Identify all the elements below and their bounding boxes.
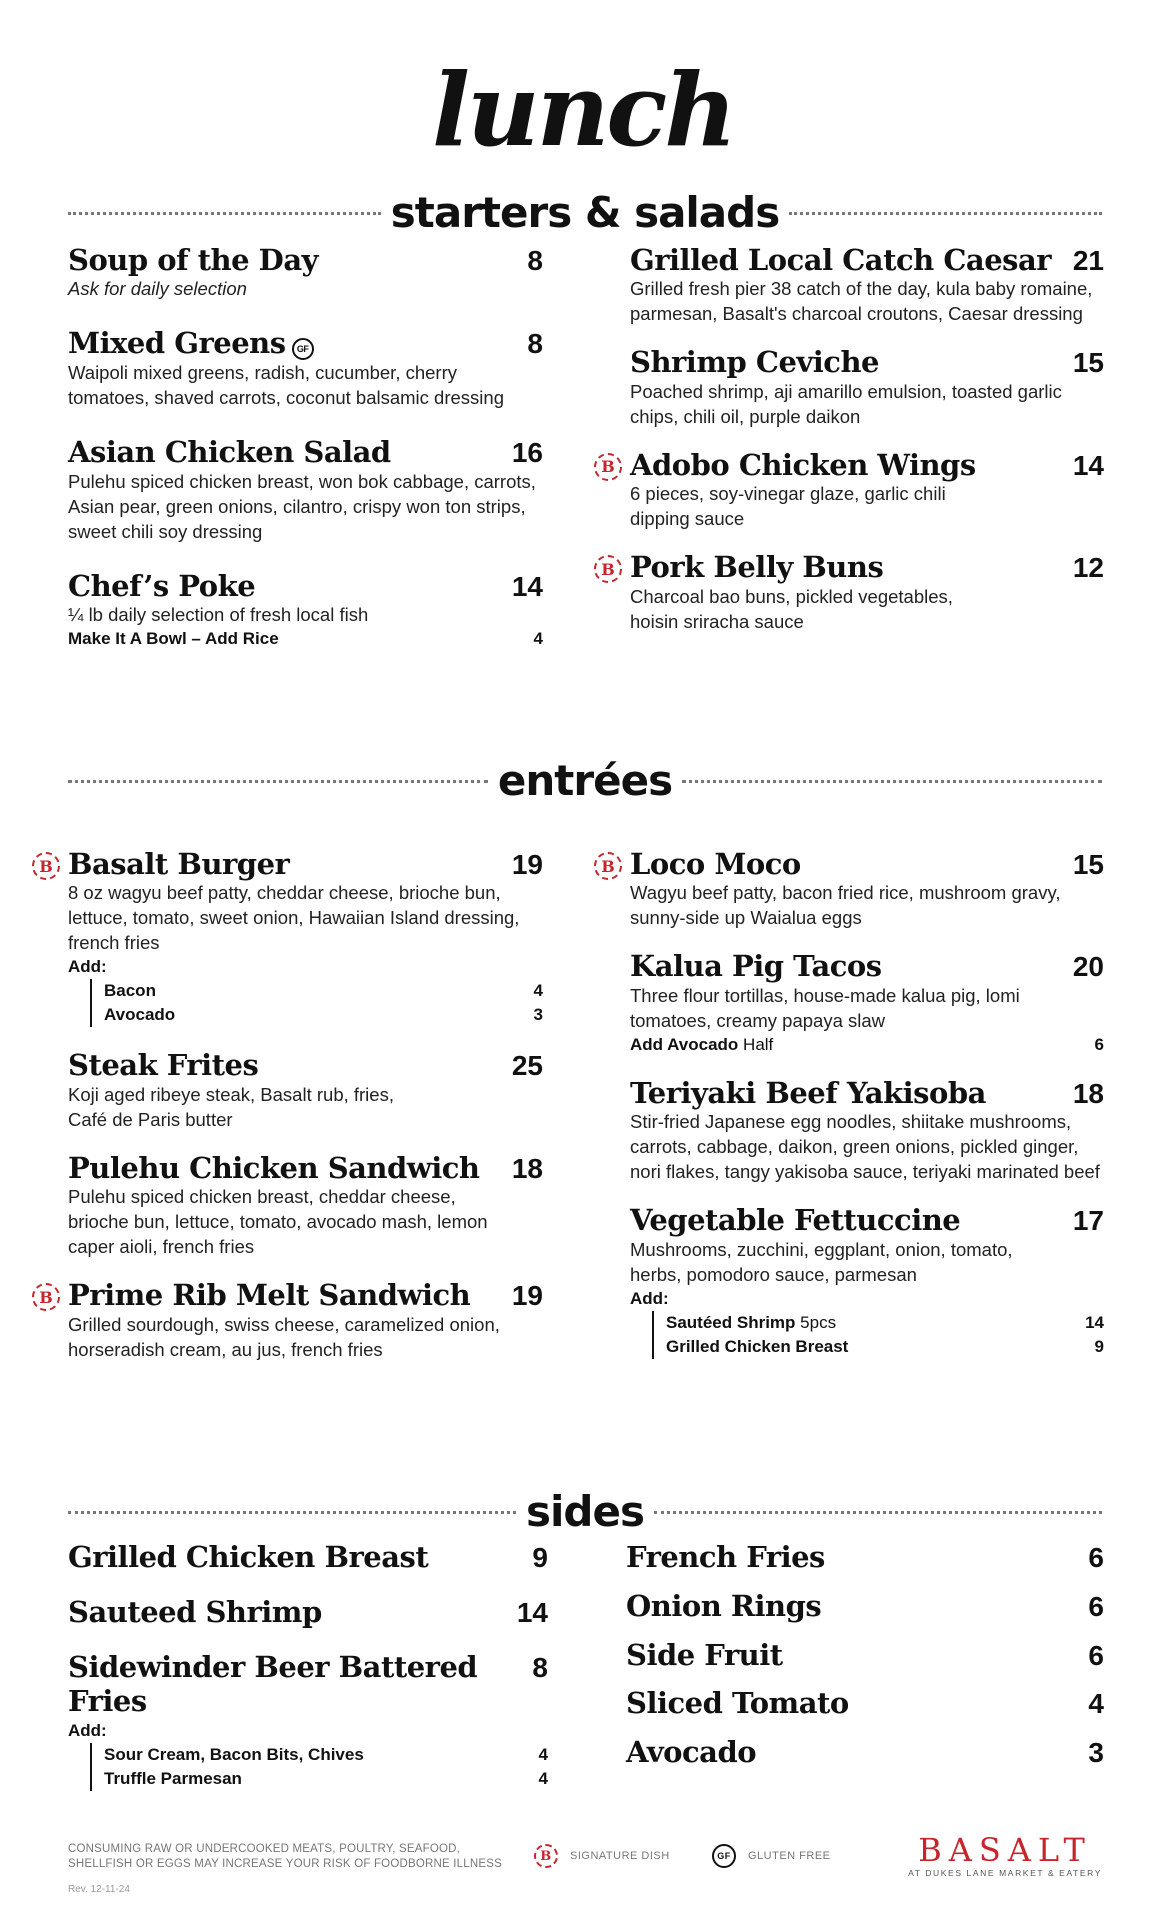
item-price: 17 xyxy=(1072,1205,1104,1237)
addon-label: Sautéed Shrimp xyxy=(666,1312,796,1332)
addon-price: 9 xyxy=(1094,1336,1104,1356)
menu-item-chefs-poke xyxy=(68,570,543,651)
item-price: 14 xyxy=(1072,449,1104,481)
addon-note: Half xyxy=(743,1034,774,1054)
divider xyxy=(654,1511,1102,1514)
starters-right-column xyxy=(601,243,1104,654)
addon-label: Truffle Parmesan xyxy=(104,1769,242,1789)
sides-left-column xyxy=(68,1540,548,1791)
section-header-starters xyxy=(68,188,1102,238)
item-desc: Poached shrimp, aji amarillo emulsion, toasted garlic chips, chili oil, purple daikon xyxy=(630,380,1062,427)
menu-item-kalua-pig-tacos xyxy=(630,950,1104,1056)
item-desc: Wagyu beef patty, bacon fried rice, mushroom gravy, sunny-side up Waialua eggs xyxy=(630,882,1061,929)
item-name: Chef’s Poke xyxy=(68,568,256,603)
item-name: Adobo Chicken Wings xyxy=(630,447,976,482)
addon-price: 6 xyxy=(1094,1034,1104,1054)
side-item xyxy=(68,1540,548,1575)
item-price: 25 xyxy=(511,1050,543,1082)
side-price: 6 xyxy=(1088,1639,1104,1671)
item-desc: 8 oz wagyu beef patty, cheddar cheese, brioche bun, lettuce, tomato, sweet onion, Hawaiian Island dressing, french fries xyxy=(68,882,520,954)
item-desc: Pulehu spiced chicken breast, cheddar cheese, brioche bun, lettuce, tomato, avocado mash, lemon caper aioli, french fries xyxy=(68,1186,488,1258)
addon-list xyxy=(652,1311,1104,1359)
item-desc: Waipoli mixed greens, radish, cucumber, cherry tomatoes, shaved carrots, coconut balsamic dressing xyxy=(68,362,504,409)
item-desc: Three flour tortillas, house-made kalua pig, lomi tomatoes, creamy papaya slaw xyxy=(630,984,1020,1031)
side-price: 14 xyxy=(516,1596,548,1628)
item-price: 15 xyxy=(1072,849,1104,880)
addon-label: Grilled Chicken Breast xyxy=(666,1336,849,1356)
footer xyxy=(68,1831,1102,1902)
menu-item-prime-rib-melt xyxy=(39,1278,543,1361)
menu-item-steak-frites xyxy=(68,1049,543,1131)
item-addon xyxy=(68,627,543,651)
item-name: Asian Chicken Salad xyxy=(68,435,391,470)
warning-line: SHELLFISH OR EGGS MAY INCREASE YOUR RISK OF FOODBORNE ILLNESS xyxy=(68,1858,502,1870)
section-title: sides xyxy=(526,1487,644,1536)
menu-item-asian-chicken-salad xyxy=(68,436,543,543)
menu-item-caesar xyxy=(630,244,1104,326)
divider xyxy=(682,780,1102,783)
addon-item xyxy=(666,1311,1104,1335)
addon-label: Avocado xyxy=(104,1005,176,1025)
addon-item xyxy=(666,1335,1104,1359)
logo-subtitle: AT DUKES LANE MARKET & EATERY xyxy=(908,1868,1102,1878)
side-name: Avocado xyxy=(626,1735,757,1770)
item-price: 16 xyxy=(511,437,543,469)
divider xyxy=(68,1511,516,1514)
menu-item-adobo-wings xyxy=(601,447,1104,531)
item-name: Basalt Burger xyxy=(68,847,290,881)
add-label: Add: xyxy=(68,1721,107,1741)
signature-dish-icon: B xyxy=(594,852,622,880)
side-name: Sidewinder Beer Battered Fries xyxy=(68,1649,478,1719)
item-name: Prime Rib Melt Sandwich xyxy=(68,1278,471,1313)
section-header-entrees xyxy=(68,756,1102,806)
addon-item xyxy=(104,1003,543,1027)
sides-right-column xyxy=(626,1540,1104,1770)
gluten-free-icon: GF xyxy=(712,1844,736,1868)
page-title: lunch xyxy=(432,51,734,169)
menu-item-shrimp-ceviche xyxy=(630,346,1104,428)
item-desc: Pulehu spiced chicken breast, won bok cabbage, carrots, Asian pear, green onions, cilantro, crispy won ton strips, sweet chili soy dressing xyxy=(68,470,536,542)
side-item xyxy=(626,1686,1104,1721)
item-desc: Grilled fresh pier 38 catch of the day, kula baby romaine, parmesan, Basalt's charcoal croutons, Caesar dressing xyxy=(630,278,1093,325)
menu-item-pork-belly-buns xyxy=(601,550,1104,633)
legend-label: SIGNATURE DISH xyxy=(570,1850,670,1862)
addon-list xyxy=(90,979,543,1027)
side-price: 9 xyxy=(532,1542,548,1573)
signature-dish-icon: B xyxy=(594,555,622,583)
logo-text: BASALT xyxy=(918,1831,1092,1869)
item-price: 19 xyxy=(511,1280,543,1312)
side-name: Grilled Chicken Breast xyxy=(68,1540,429,1574)
addon-price: 4 xyxy=(533,981,543,1001)
item-name: Mixed Greens xyxy=(68,326,286,361)
addon-list xyxy=(90,1743,548,1791)
item-name: Pork Belly Buns xyxy=(630,550,884,585)
signature-dish-icon: B xyxy=(32,852,60,880)
item-desc: ¼ lb daily selection of fresh local fish xyxy=(68,604,369,626)
section-title: starters & salads xyxy=(390,188,780,237)
item-addon xyxy=(630,1033,1104,1057)
entrees-right-column xyxy=(601,847,1104,1379)
legend-signature xyxy=(534,1844,670,1868)
basalt-logo xyxy=(908,1831,1102,1878)
item-price: 14 xyxy=(511,570,543,602)
side-name: Sliced Tomato xyxy=(626,1686,849,1721)
item-price: 8 xyxy=(527,328,543,360)
signature-dish-icon: B xyxy=(32,1283,60,1311)
signature-dish-icon: B xyxy=(534,1844,558,1868)
side-price: 4 xyxy=(1088,1688,1104,1720)
section-title: entrées xyxy=(497,756,673,805)
warning-line: CONSUMING RAW OR UNDERCOOKED MEATS, POULTRY, SEAFOOD, xyxy=(68,1843,461,1855)
add-label: Add: xyxy=(68,957,107,977)
item-price: 15 xyxy=(1072,347,1104,379)
addon-price: 3 xyxy=(533,1005,543,1025)
item-desc: Charcoal bao buns, pickled vegetables, hoisin sriracha sauce xyxy=(630,585,953,632)
side-name: Side Fruit xyxy=(626,1637,783,1672)
divider xyxy=(68,212,381,215)
item-name: Pulehu Chicken Sandwich xyxy=(68,1150,480,1185)
addon-label: Make It A Bowl – Add Rice xyxy=(68,629,279,649)
side-price: 6 xyxy=(1088,1590,1104,1622)
addon-label: Bacon xyxy=(104,981,156,1001)
side-name: Sauteed Shrimp xyxy=(68,1594,322,1629)
addon-price: 14 xyxy=(1085,1312,1104,1332)
entrees-left-column xyxy=(39,847,543,1382)
item-desc: Mushrooms, zucchini, eggplant, onion, tomato, herbs, pomodoro sauce, parmesan xyxy=(630,1238,1013,1285)
menu-item-pulehu-chicken-sandwich xyxy=(68,1152,543,1259)
divider xyxy=(68,780,488,783)
side-item xyxy=(626,1540,1104,1575)
item-name: Vegetable Fettuccine xyxy=(630,1203,961,1238)
section-header-sides xyxy=(68,1487,1102,1537)
addon-item xyxy=(104,1743,548,1767)
addon-price: 4 xyxy=(538,1745,548,1765)
item-desc: Stir-fried Japanese egg noodles, shiitake mushrooms, carrots, cabbage, daikon, green onions, pickled ginger, nori flakes, tangy yakisoba sauce, teriyaki marinated beef xyxy=(630,1111,1100,1183)
item-name: Grilled Local Catch Caesar xyxy=(630,243,1052,277)
addon-price: 4 xyxy=(538,1769,548,1789)
item-name: Teriyaki Beef Yakisoba xyxy=(630,1075,986,1110)
item-name: Shrimp Ceviche xyxy=(630,345,879,380)
addon-price: 4 xyxy=(533,629,543,649)
menu-item-loco-moco xyxy=(601,847,1104,930)
revision-date: Rev. 12-11-24 xyxy=(68,1884,130,1895)
side-price: 3 xyxy=(1088,1737,1104,1769)
addon-item xyxy=(104,979,543,1003)
item-name: Steak Frites xyxy=(68,1048,259,1083)
item-name: Loco Moco xyxy=(630,847,801,881)
add-label: Add: xyxy=(630,1288,669,1308)
raw-food-warning xyxy=(68,1842,502,1872)
item-name: Soup of the Day xyxy=(68,243,318,277)
menu-item-vegetable-fettuccine xyxy=(630,1204,1104,1358)
starters-left-column xyxy=(68,244,543,671)
addon-label: Sour Cream, Bacon Bits, Chives xyxy=(104,1745,364,1765)
item-price: 21 xyxy=(1072,245,1104,276)
addon-item xyxy=(104,1767,548,1791)
gluten-free-icon: GF xyxy=(292,338,314,360)
item-price: 18 xyxy=(1072,1077,1104,1109)
menu-item-basalt-burger xyxy=(39,847,543,1027)
legend-gluten-free xyxy=(712,1844,831,1868)
menu-item-teriyaki-yakisoba xyxy=(630,1077,1104,1184)
side-item xyxy=(626,1735,1104,1770)
side-item xyxy=(626,1638,1104,1673)
item-name: Kalua Pig Tacos xyxy=(630,949,882,984)
addon-label: Add Avocado xyxy=(630,1034,739,1054)
signature-dish-icon: B xyxy=(594,453,622,481)
menu-item-mixed-greens xyxy=(68,327,543,410)
item-desc: Ask for daily selection xyxy=(68,278,247,300)
item-price: 8 xyxy=(527,245,543,276)
divider xyxy=(789,212,1102,215)
addon-note: 5pcs xyxy=(800,1312,837,1332)
menu-item-soup xyxy=(68,244,543,301)
item-price: 12 xyxy=(1072,552,1104,584)
item-desc: Koji aged ribeye steak, Basalt rub, fries, Café de Paris butter xyxy=(68,1083,394,1130)
item-price: 20 xyxy=(1072,951,1104,983)
legend-label: GLUTEN FREE xyxy=(748,1850,831,1862)
side-name: French Fries xyxy=(626,1540,825,1574)
side-item xyxy=(626,1589,1104,1624)
side-item xyxy=(68,1595,548,1630)
item-price: 19 xyxy=(511,849,543,880)
side-price: 6 xyxy=(1088,1542,1104,1573)
item-desc: Grilled sourdough, swiss cheese, caramelized onion, horseradish cream, au jus, french fries xyxy=(68,1313,500,1360)
side-name: Onion Rings xyxy=(626,1588,822,1623)
side-item xyxy=(68,1650,548,1792)
side-price: 8 xyxy=(532,1651,548,1683)
item-price: 18 xyxy=(511,1152,543,1184)
item-desc: 6 pieces, soy-vinegar glaze, garlic chili dipping sauce xyxy=(630,483,946,530)
